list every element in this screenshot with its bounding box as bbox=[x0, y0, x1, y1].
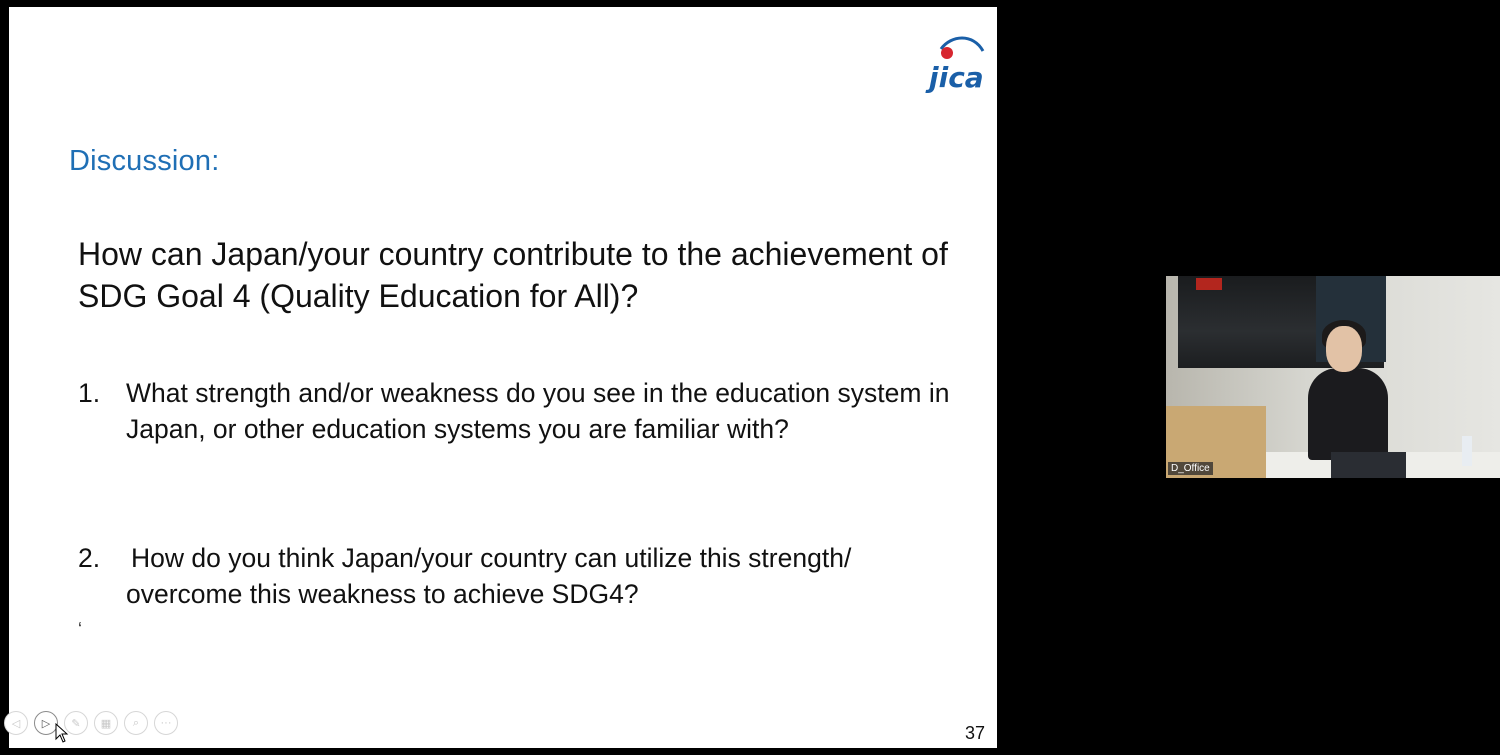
presentation-slide bbox=[9, 7, 997, 748]
slide-main-question: How can Japan/your country contribute to the achievement of SDG Goal 4 (Quality Education for All)? bbox=[78, 236, 948, 314]
video-presenter-body bbox=[1308, 368, 1388, 460]
video-laptop bbox=[1331, 452, 1406, 478]
logo-text: jica bbox=[929, 61, 984, 94]
item-text: How do you think Japan/your country can utilize this strength/ overcome this weakness to achieve SDG4? bbox=[126, 543, 852, 609]
slides-grid-icon[interactable]: ▦ bbox=[94, 711, 118, 735]
next-slide-icon[interactable]: ▷ bbox=[34, 711, 58, 735]
video-presenter-head bbox=[1326, 326, 1362, 372]
slide-page-number: 37 bbox=[965, 723, 986, 743]
participant-video-tile[interactable] bbox=[1166, 276, 1500, 478]
item-number: 2. bbox=[78, 543, 101, 573]
participant-name-label: D_Office bbox=[1168, 462, 1213, 475]
stray-mark: ‘ bbox=[78, 619, 82, 639]
pen-icon[interactable]: ✎ bbox=[64, 711, 88, 735]
slide-heading: Discussion: bbox=[69, 145, 220, 177]
previous-slide-icon[interactable]: ◁ bbox=[4, 711, 28, 735]
item-number: 1. bbox=[78, 378, 101, 408]
more-options-icon[interactable]: ··· bbox=[154, 711, 178, 735]
mouse-cursor-icon bbox=[55, 723, 69, 743]
zoom-icon[interactable]: ⌕ bbox=[124, 711, 148, 735]
item-text: What strength and/or weakness do you see in the education system in Japan, or other education systems you are familiar with? bbox=[126, 378, 950, 444]
video-bottle bbox=[1462, 436, 1472, 466]
video-exit-sign bbox=[1196, 278, 1222, 290]
slideshow-controls bbox=[4, 711, 178, 737]
jica-logo bbox=[921, 27, 987, 97]
